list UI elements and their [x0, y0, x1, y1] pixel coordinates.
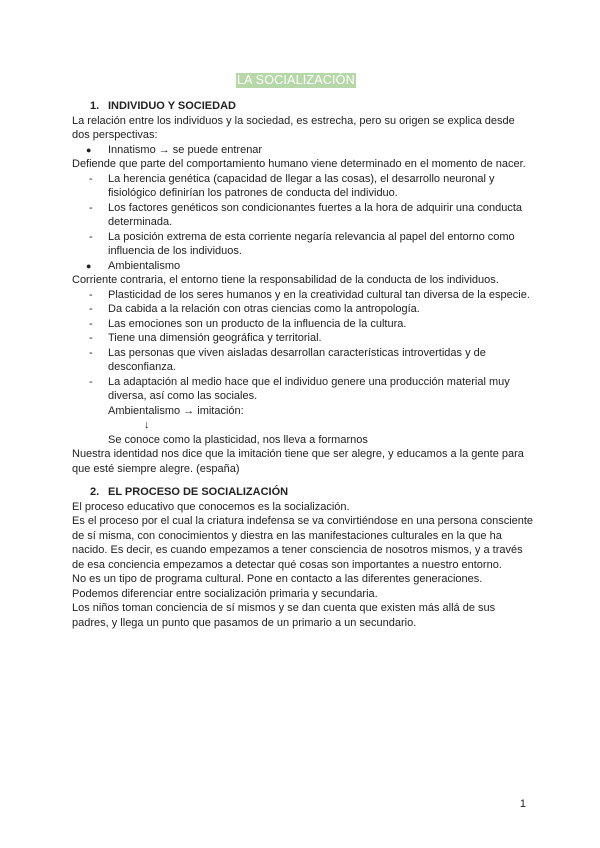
list-item: [72, 331, 534, 346]
list-item-text: Plasticidad de los seres humanos y en la creatividad cultural tan diversa de la especie.: [108, 288, 530, 301]
list-item-text: Tiene una dimensión geográfica y territorial.: [108, 332, 322, 344]
paragraph: Los niños toman conciencia de sí mismos y se dan cuenta que existen más allá de sus padres, y llega un punto que pasamos de un primario a un secundario.: [72, 602, 496, 629]
page-title: LA SOCIALIZACIÓN: [237, 73, 355, 87]
bullet-text: Innatismo → se puede entrenar: [108, 143, 263, 156]
innatismo-description: Defiende que parte del comportamiento humano viene determinado en el momento de nacer.: [72, 158, 526, 170]
paragraph: Podemos diferenciar entre socialización primaria y secundaria.: [72, 587, 378, 600]
section-1-number: 1.: [90, 100, 100, 112]
down-arrow-icon: ↓: [144, 419, 150, 431]
paragraph: El proceso educativo que conocemos es la socialización.: [72, 500, 350, 513]
bullet-icon: ●: [86, 144, 92, 155]
section-1-heading: [72, 99, 534, 114]
list-item: [72, 317, 534, 332]
dash-icon: -: [89, 230, 93, 243]
list-item-innatismo: [72, 143, 534, 158]
dash-icon: -: [89, 201, 93, 214]
page-number: 1: [519, 798, 526, 810]
bullet-icon: ●: [86, 260, 92, 271]
dash-icon: -: [89, 317, 93, 330]
dash-icon: -: [89, 346, 93, 359]
section-2-title: EL PROCESO DE SOCIALIZACIÓN: [108, 486, 289, 498]
list-item: [72, 375, 534, 404]
dash-icon: -: [89, 375, 93, 388]
paragraph: Es el proceso por el cual la criatura indefensa se va convirtiéndose en una persona consciente de sí misma, con conocimientos y diestra en las manifestaciones culturales en la que ha nacido. Es decir, es cuando empezamos a tener consciencia de nosotros mismos, y a través de esa conciencia empezamos a detectar qué cosas son importantes a nuestro entorno.: [72, 515, 534, 571]
plasticidad-note: Se conoce como la plasticidad, nos lleva a formarnos: [108, 433, 368, 446]
section-1-title: INDIVIDUO Y SOCIEDAD: [108, 100, 236, 112]
list-item: [72, 346, 534, 375]
dash-icon: -: [89, 172, 93, 185]
ambientalismo-imitacion: Ambientalismo → imitación:: [108, 404, 244, 417]
section-1-closing: Nuestra identidad nos dice que la imitación tiene que ser alegre, y educamos a la gente para que esté siempre alegre. (españa): [72, 448, 524, 475]
list-item-text: La herencia genética (capacidad de llegar a las cosas), el desarrollo neuronal y fisiológico definirían los patrones de conducta del individuo.: [108, 172, 495, 199]
list-item-ambientalismo: [72, 259, 534, 274]
document-body: [72, 98, 534, 630]
list-item: [72, 172, 534, 201]
list-item-text: La posición extrema de esta corriente negaría relevancia al papel del entorno como influencia de los individuos.: [108, 230, 515, 257]
dash-icon: -: [89, 332, 93, 344]
list-item-text: Las emociones son un producto de la influencia de la cultura.: [108, 317, 407, 330]
ambientalismo-description: Corriente contraria, el entorno tiene la responsabilidad de la conducta de los individuos.: [72, 274, 499, 286]
list-item: [72, 201, 534, 230]
list-item: [72, 302, 534, 317]
list-item-text: Da cabida a la relación con otras ciencias como la antropología.: [108, 303, 420, 315]
section-1-intro: La relación entre los individuos y la sociedad, es estrecha, pero su origen se explica desde dos perspectivas:: [72, 114, 515, 141]
list-item-text: Las personas que viven aisladas desarrollan características introvertidas y de desconfianza.: [108, 346, 486, 373]
dash-icon: -: [89, 303, 93, 315]
bullet-text: Ambientalismo: [108, 259, 181, 272]
list-item: [72, 288, 534, 303]
dash-icon: -: [89, 288, 93, 301]
section-2-number: 2.: [90, 486, 100, 498]
list-item: [72, 230, 534, 259]
list-item-text: La adaptación al medio hace que el individuo genere una producción material muy diversa, así como las sociales.: [108, 375, 510, 402]
section-2-heading: [72, 485, 534, 500]
list-item-text: Los factores genéticos son condicionantes fuertes a la hora de adquirir una conducta determinada.: [108, 201, 522, 228]
paragraph: No es un tipo de programa cultural. Pone en contacto a las diferentes generaciones.: [72, 573, 483, 585]
